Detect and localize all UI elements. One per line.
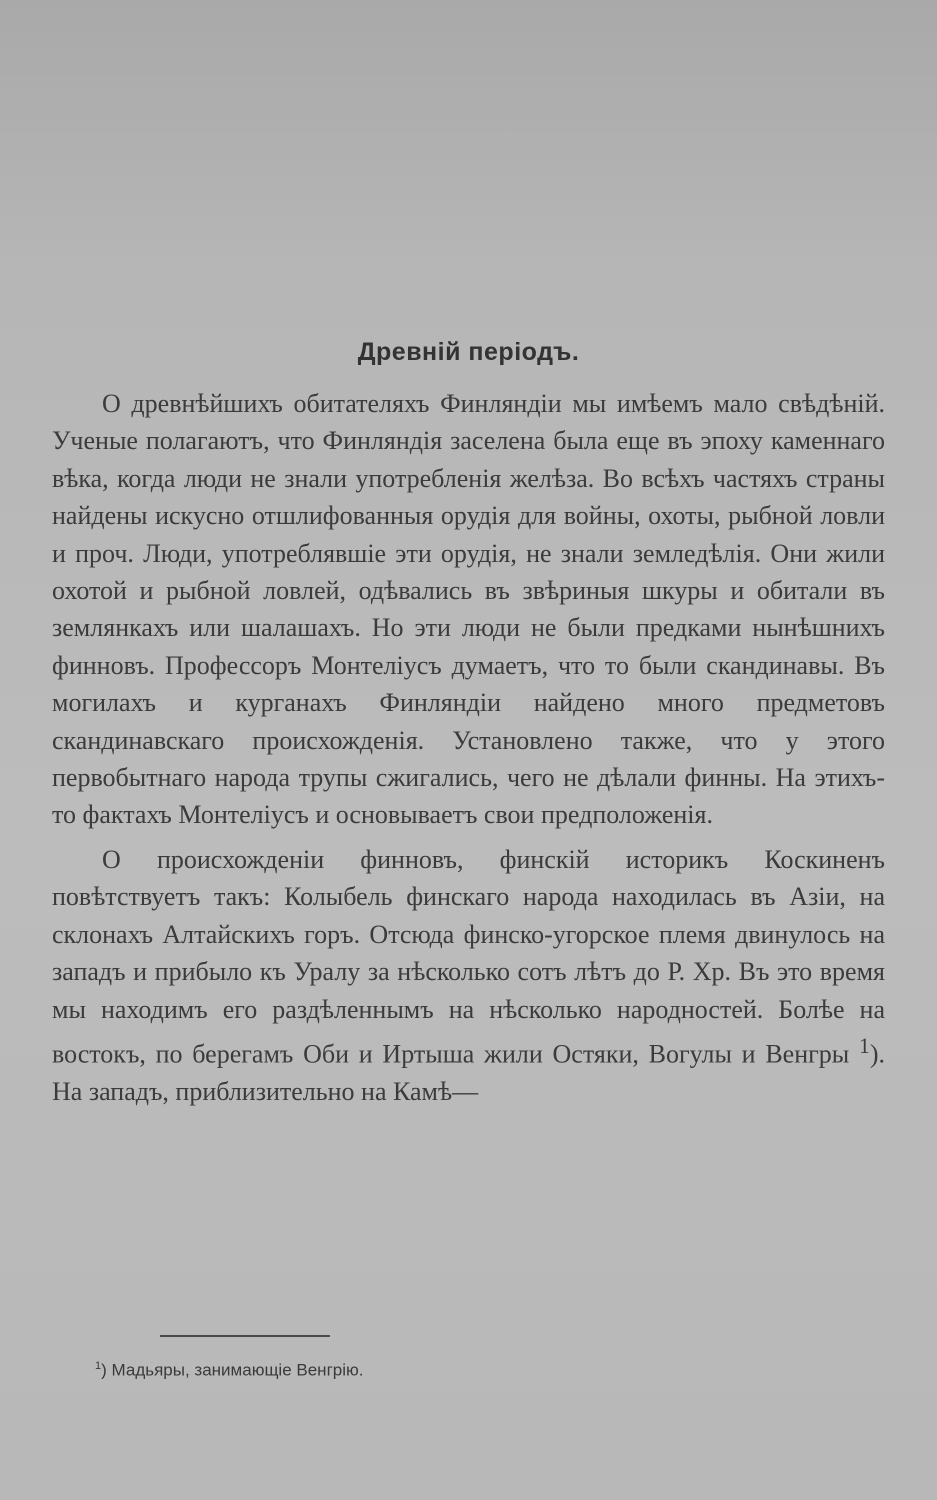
paragraph-2-tail: ). На западъ, приблизительно на Камѣ— <box>52 1039 885 1106</box>
footnote-marker: 1 <box>95 1360 102 1372</box>
footnote-divider <box>160 1335 330 1337</box>
footnote-reference: 1 <box>859 1033 870 1058</box>
chapter-heading: Древній періодъ. <box>357 338 580 366</box>
paragraph-1: О древнѣйшихъ обитателяхъ Финляндіи мы имѣемъ мало свѣдѣній. Ученые полагаютъ, что Финляндія заселена была еще въ эпоху каменнаго вѣка, когда люди не знали употребленія желѣза. Во всѣхъ частяхъ страны найдены искусно отшлифованныя орудія для войны, охоты, рыбной ловли и проч. Люди, употреблявшіе эти орудія, не знали земледѣлія. Они жили охотой и рыбной ловлей, одѣвались въ звѣриныя шкуры и обитали въ землянкахъ или шалашахъ. Но эти люди не были предками нынѣшнихъ финновъ. Профессоръ Монтеліусъ думаетъ, что то были скандинавы. Въ могилахъ и курганахъ Финляндіи найдено много предметовъ скандинавскаго происхожденія. Установлено также, что у этого первобытнаго народа трупы сжигались, чего не дѣлали финны. На этихъ-то фактахъ Монтеліусъ и основываетъ свои предположенія. <box>52 389 885 830</box>
body-text <box>52 385 885 1110</box>
paragraph-2-text: О происхожденіи финновъ, финскій историкъ Коскиненъ повѣтствуетъ такъ: Колыбель финскаго народа находилась въ Азіи, на склонахъ Алтайскихъ горъ. Отсюда финско-угорское племя двинулось на западъ и прибыло къ Уралу за нѣсколько сотъ лѣтъ до Р. Хр. Въ это время мы находимъ его раздѣленнымъ на нѣсколько народностей. Болѣе на востокъ, по берегамъ Оби и Иртыша жили Остяки, Вогулы и Венгры <box>52 844 885 1069</box>
footnote <box>95 1360 875 1381</box>
footnote-text: ) Мадьяры, занимающіе Венгрію. <box>101 1360 364 1380</box>
paragraph-2 <box>52 841 885 1111</box>
